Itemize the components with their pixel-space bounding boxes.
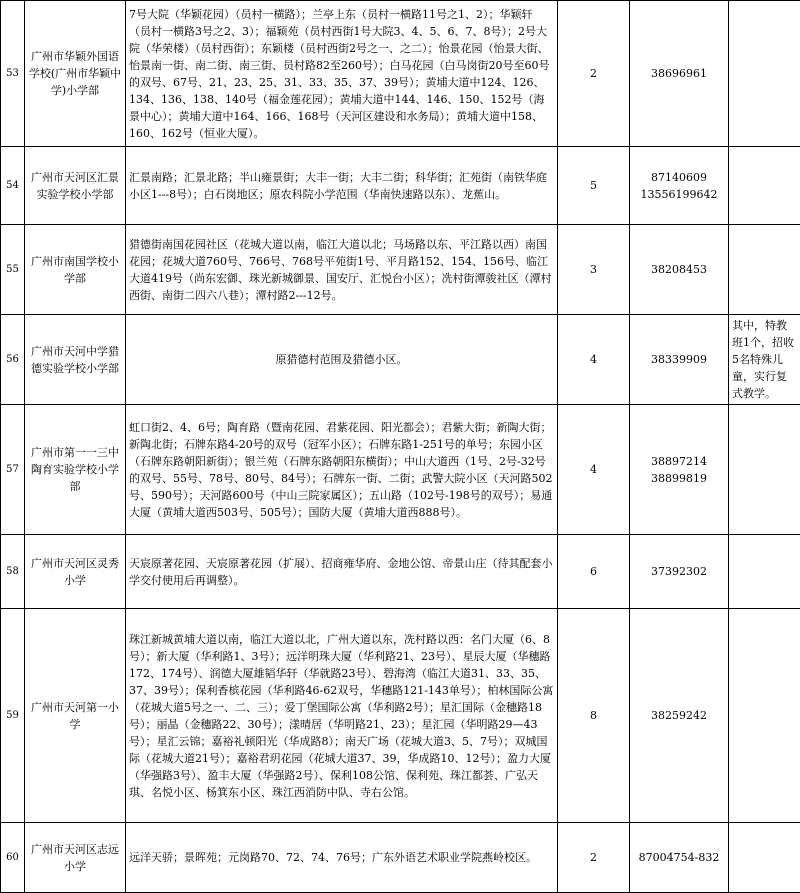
enrollment-range: 虹口街2、4、6号；陶育路（暨南花园、君紫花园、阳光都会）；君紫大街；新陶大街；新陶北街；石牌东路4-20号的双号（冠军小区）；石牌东路1-251号的单号；东园小区（石牌东路朝阳新街）；银兰苑（石牌东路朝阳东横街）；中山大道西（1号、2号-32号的双号、55号、78号、80号、84号）；石牌东一街、二街；武警大院小区（天河路502号、590号）；天河路600号（中山三院家属区）；五山路（102号-198号的双号）；易通大厦（黄埔大道西503号、505号）；国防大厦（黄埔大道西888号）。 [126,405,558,535]
row-number: 58 [1,535,25,609]
phone-number: 38259242 [632,707,726,724]
note-cell [729,225,800,315]
note-cell [729,609,800,823]
row-number: 54 [1,147,25,225]
note-cell [729,405,800,535]
row-number: 53 [1,1,25,147]
class-count: 2 [558,1,630,147]
note-cell [729,1,800,147]
school-name: 广州市天河中学猎德实验学校小学部 [25,315,126,405]
row-number: 56 [1,315,25,405]
phone-cell [630,147,729,225]
row-number: 57 [1,405,25,535]
phone-cell [630,609,729,823]
table-row [1,315,800,405]
row-number: 59 [1,609,25,823]
phone-cell [630,405,729,535]
phone-number: 13556199642 [632,186,726,203]
phone-cell [630,535,729,609]
enrollment-range: 猎德街南国花园社区（花城大道以南，临江大道以北；马场路以东、平江路以西）南国花园；花城大道760号、766号、768号平苑街1号、平月路152、154、156号、临江大道419号（尚东宏御、珠光新城御景、国安厅、汇悦台小区）；冼村街潭骏社区（潭村西街、南街二四六八巷）；潭村路2---12号。 [126,225,558,315]
row-number: 60 [1,823,25,893]
enrollment-range: 珠江新城黄埔大道以南，临江大道以北，广州大道以东，冼村路以西：名门大厦（6、8号）；新大厦（华利路1、3号）；远洋明珠大厦（华利路21、23号）、星辰大厦（华穗路172、174号）、润德大厦雄韬华轩（华就路23号）、碧海湾（临江大道31、33、35、37、39号）；保利香槟花园（华利路46-62双号，华穗路121-143单号）；柏林国际公寓（花城大道5号之一、二、三）；爱丁堡国际公寓（华利路2号）；星汇国际（金穗路18号）；丽晶（金穗路22、30号）；漾晴居（华明路21、23）；星汇园（华明路29—43号）；星汇云锦；嘉裕礼顿阳光（华成路8）；南天广场（花城大道3、5、7号）；双城国际（花城大道21号）；嘉裕君玥花园（花城大道37、39，华成路10、12号）；盈力大厦（华强路3号）、盈丰大厦（华强路2号）、保利108公馆、保利苑、珠江都荟、广弘天琪、名悦小区、杨箕东小区、珠江西消防中队、寺右公馆。 [126,609,558,823]
table-row [1,823,800,893]
phone-number: 37392302 [632,563,726,580]
enrollment-range: 天宸原著花园、天宸原著花园（扩展）、招商雍华府、金地公馆、帝景山庄（待其配套小学交付使用后再调整）。 [126,535,558,609]
phone-number: 38339909 [632,351,726,368]
note-cell [729,535,800,609]
class-count: 8 [558,609,630,823]
school-name: 广州市第一一三中陶育实验学校小学部 [25,405,126,535]
row-number: 55 [1,225,25,315]
special-class-note: 其中，特教班1个，招收5名特殊儿童，实行复式教学。 [729,315,800,405]
school-name: 广州市华颖外国语学校(广州市华颖中学)小学部 [25,1,126,147]
class-count: 5 [558,147,630,225]
class-count: 2 [558,823,630,893]
class-count: 6 [558,535,630,609]
table-row [1,147,800,225]
note-cell [729,147,800,225]
phone-cell [630,225,729,315]
school-name: 广州市天河区汇景实验学校小学部 [25,147,126,225]
class-count: 3 [558,225,630,315]
table-row [1,609,800,823]
phone-number: 38696961 [632,65,726,82]
table-row [1,405,800,535]
table-row [1,1,800,147]
school-name: 广州市天河区灵秀小学 [25,535,126,609]
enrollment-range: 汇景南路；汇景北路；半山雍景街；大丰一街；大丰二街；科华街；汇苑街（南铁华庭小区1---8号）；白石岗地区；原农科院小学范围（华南快速路以东）、龙蕉山。 [126,147,558,225]
class-count: 4 [558,405,630,535]
phone-number: 38208453 [632,261,726,278]
enrollment-range: 7号大院（华颖花园）（员村一横路）；兰亭上东（员村一横路11号之1、2）；华颖轩（员村一横路3号之2、3）；福颖苑（员村西街1号大院3、4、5、6、7、8号）；2号大院（华荣楼）（员村西街）；东颖楼（员村西街2号之一、之二）；怡景花园（怡景大街、怡景南一街、南二街、南三街、员村路82至260号）；白马花园（白马岗街20号至60号的双号、67号、21、23、25、31、33、35、37、39号）；黄埔大道中124、126、134、136、138、140号（福金莲花园）；黄埔大道中144、146、150、152号（海景中心）；黄埔大道中164、166、168号（天河区建设和水务局）；黄埔大道中158、160、162号（恒业大厦）。 [126,1,558,147]
phone-cell [630,1,729,147]
class-count: 4 [558,315,630,405]
table-row [1,225,800,315]
phone-number: 38897214 [632,453,726,470]
phone-number: 87140609 [632,169,726,186]
phone-cell [630,315,729,405]
phone-cell [630,823,729,893]
note-cell [729,823,800,893]
school-name: 广州市天河第一小学 [25,609,126,823]
enrollment-range: 原猎德村范围及猎德小区。 [126,315,558,405]
phone-number: 87004754-832 [632,849,726,866]
table-row [1,535,800,609]
enrollment-range: 远洋天骄；景晖苑；元岗路70、72、74、76号；广东外语艺术职业学院燕岭校区。 [126,823,558,893]
school-name: 广州市天河区志远小学 [25,823,126,893]
school-name: 广州市南国学校小学部 [25,225,126,315]
phone-number: 38899819 [632,470,726,487]
